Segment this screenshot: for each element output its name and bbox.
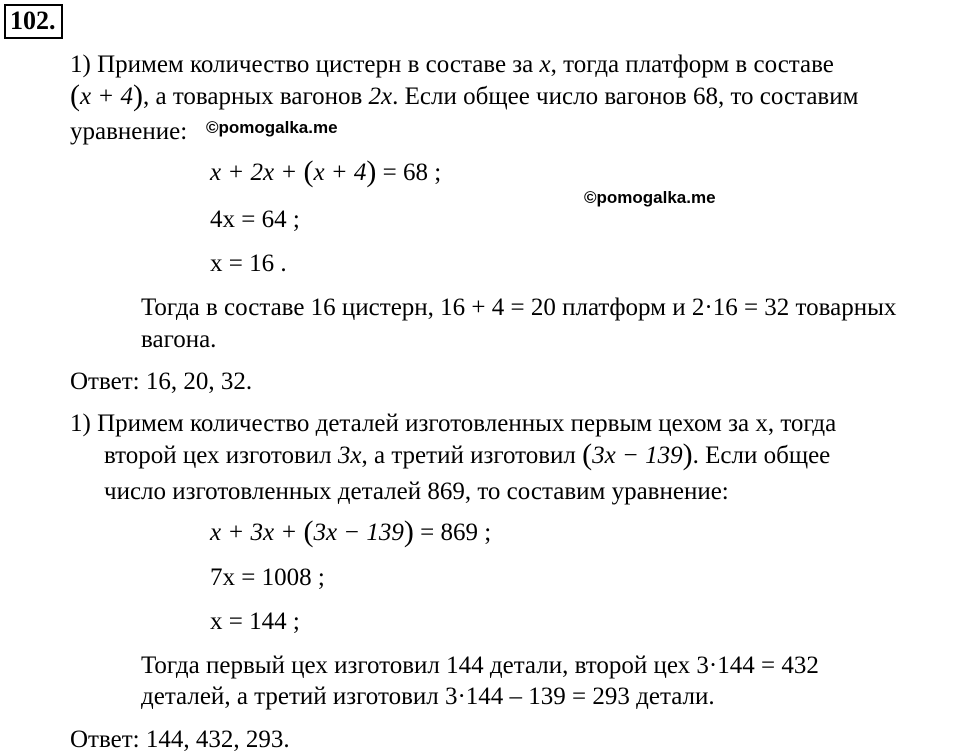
watermark-2: ©pomogalka.me	[584, 188, 716, 207]
part1-line2	[70, 79, 859, 112]
part1-line2-expr: x + 4	[80, 83, 133, 110]
part1-eq1-rhs: = 68 ;	[376, 159, 442, 186]
part2-conclusion-line1: Тогда первый цех изготовил 144 детали, второй цех 3·144 = 432	[141, 652, 819, 679]
part2-eq1-rhs: = 869 ;	[413, 519, 492, 546]
part2-eq1	[210, 515, 492, 548]
part1-eq3: x = 16 .	[210, 250, 287, 277]
part2-eq2: 7x = 1008 ;	[210, 564, 325, 591]
part1-eq2: 4x = 64 ;	[210, 206, 300, 233]
part1-conclusion-line1: Тогда в составе 16 цистерн, 16 + 4 = 20 платформ и 2·16 = 32 товарных	[141, 294, 897, 321]
part2-line2-suffix: . Если общее	[692, 442, 831, 469]
part1-line1-var: x	[539, 51, 551, 78]
part1-line2-mid: , а товарных вагонов	[142, 83, 369, 110]
part2-line2	[104, 438, 831, 471]
part1-line1-suffix: , тогда платформ в составе	[550, 51, 834, 78]
part1-conclusion-line2: вагона.	[141, 326, 217, 353]
paren-close: )	[682, 438, 693, 471]
part2-eq1-lhs: x + 3x +	[210, 519, 304, 546]
paren-open: (	[70, 79, 80, 112]
part1-eq1-lhs: x + 2x +	[210, 159, 304, 186]
problem-number: 102.	[4, 4, 63, 39]
paren-open: (	[303, 515, 314, 548]
part2-line2-inner: 3x − 139	[592, 442, 683, 469]
paren-open: (	[582, 438, 593, 471]
paren-open: (	[303, 155, 314, 188]
part2-line3: число изготовленных деталей 869, то составим уравнение:	[104, 478, 729, 505]
part1-line2-suffix: . Если общее число вагонов 68, то составим	[392, 83, 859, 110]
part2-line2-prefix: второй цех изготовил	[104, 442, 338, 469]
part1-line1-prefix: 1) Примем количество цистерн в составе за	[70, 51, 540, 78]
part1-line2-expr2: 2x	[368, 83, 393, 110]
part2-line2-mid: , а третий изготовил	[361, 442, 583, 469]
part1-eq1-inner: x + 4	[313, 159, 367, 186]
watermark-1: ©pomogalka.me	[206, 118, 338, 137]
paren-close: )	[366, 155, 377, 188]
part2-conclusion-line2: деталей, а третий изготовил 3·144 – 139 = 293 детали.	[141, 683, 715, 710]
part1-line1	[70, 52, 834, 77]
part1-line3: уравнение:	[70, 118, 188, 145]
part1-eq1	[210, 155, 442, 188]
part2-eq3: x = 144 ;	[210, 608, 300, 635]
part2-line1: 1) Примем количество деталей изготовленных первым цехом за х, тогда	[70, 410, 837, 437]
part2-line2-expr: 3x	[337, 442, 362, 469]
part1-answer: Ответ: 16, 20, 32.	[70, 368, 253, 395]
paren-close: )	[403, 515, 414, 548]
paren-close: )	[132, 79, 143, 112]
part2-eq1-inner: 3x − 139	[313, 519, 404, 546]
part2-answer: Ответ: 144, 432, 293.	[70, 726, 290, 753]
